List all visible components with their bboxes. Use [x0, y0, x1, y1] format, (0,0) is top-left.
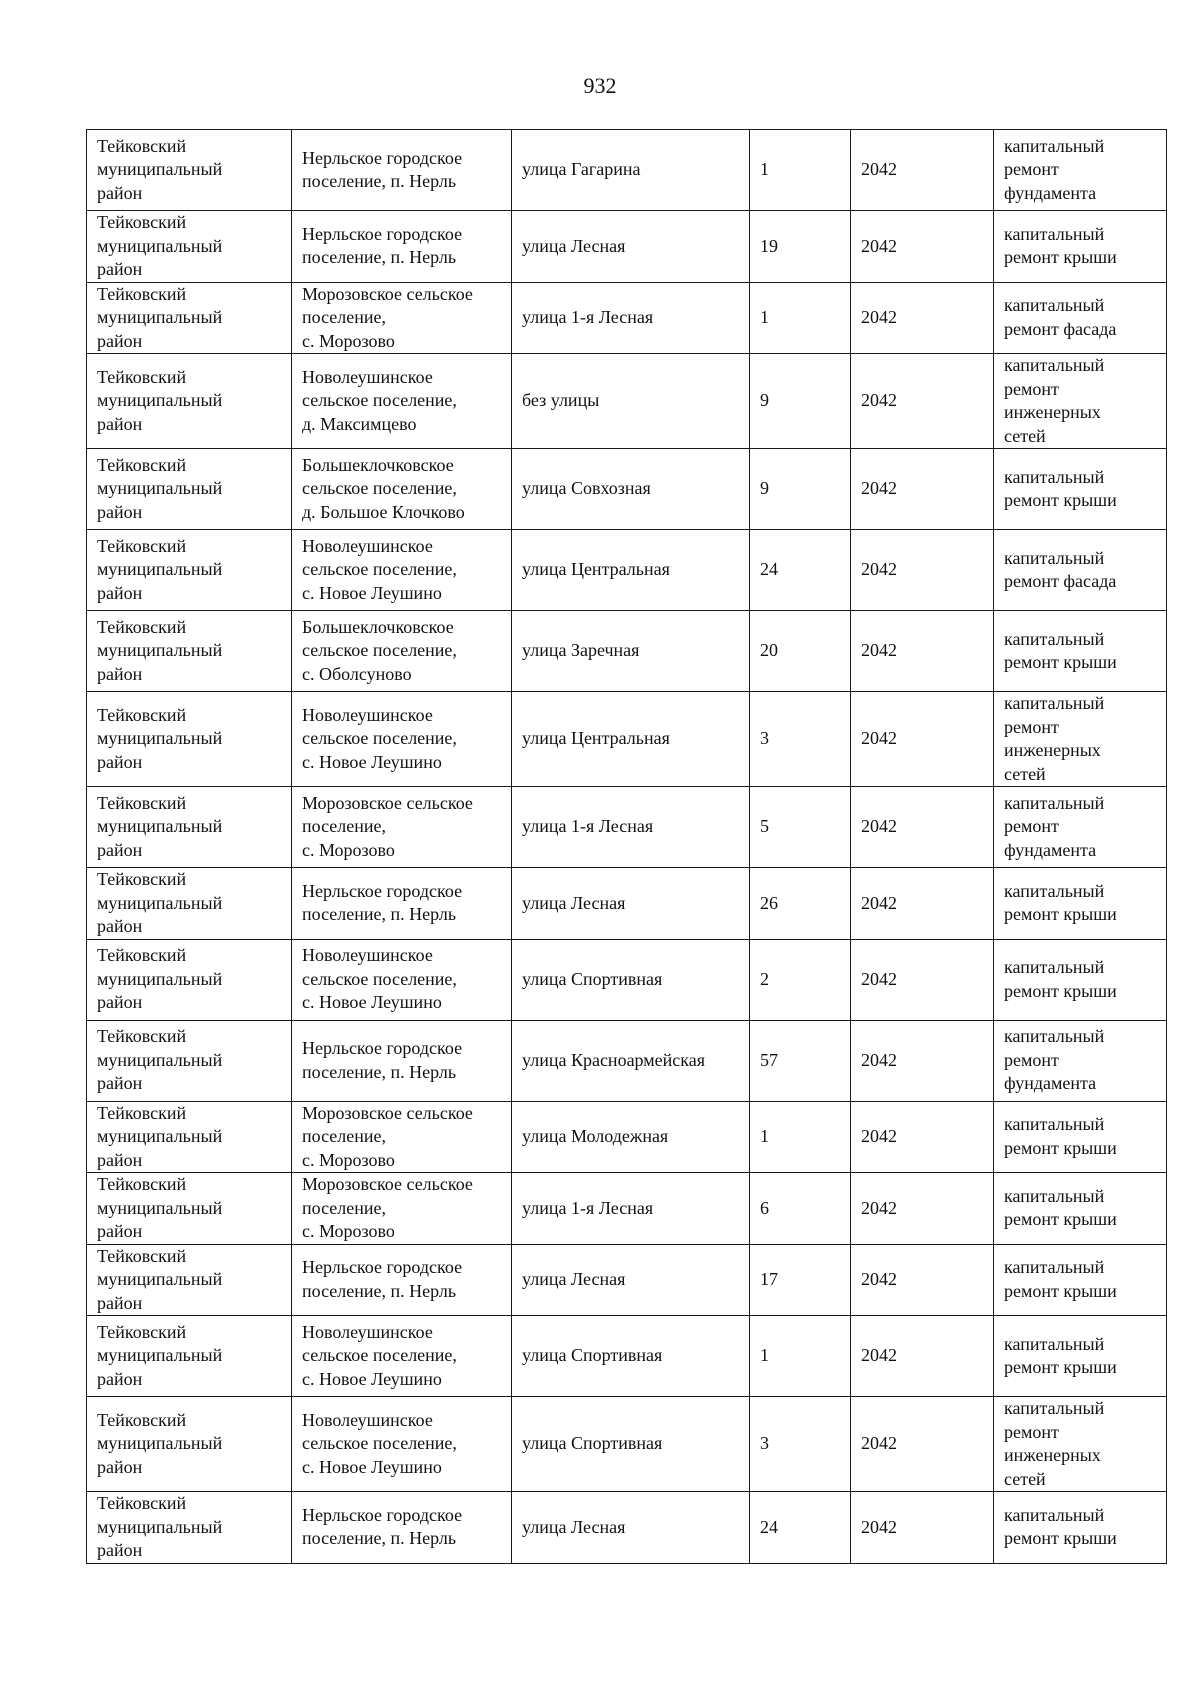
table-row [87, 1020, 1167, 1101]
district-cell: Тейковский муниципальный район [87, 611, 292, 692]
table-row [87, 692, 1167, 787]
year-cell: 2042 [851, 787, 994, 868]
work-type-cell: капитальный ремонт крыши [994, 1244, 1167, 1316]
district-cell: Тейковский муниципальный район [87, 1020, 292, 1101]
house-number-cell: 17 [750, 1244, 851, 1316]
table-row [87, 282, 1167, 354]
year-cell: 2042 [851, 1020, 994, 1101]
house-number-cell: 57 [750, 1020, 851, 1101]
street-cell: улица Лесная [512, 1492, 750, 1564]
house-number-cell: 5 [750, 787, 851, 868]
work-type-cell: капитальный ремонт фундамента [994, 787, 1167, 868]
table-row [87, 211, 1167, 283]
table-row [87, 1101, 1167, 1173]
house-number-cell: 2 [750, 939, 851, 1020]
house-number-cell: 26 [750, 868, 851, 940]
year-cell: 2042 [851, 692, 994, 787]
house-number-cell: 9 [750, 449, 851, 530]
street-cell: улица Молодежная [512, 1101, 750, 1173]
settlement-cell: Нерльское городское поселение, п. Нерль [292, 868, 512, 940]
district-cell: Тейковский муниципальный район [87, 1397, 292, 1492]
street-cell: улица Спортивная [512, 939, 750, 1020]
district-cell: Тейковский муниципальный район [87, 530, 292, 611]
work-type-cell: капитальный ремонт крыши [994, 939, 1167, 1020]
district-cell: Тейковский муниципальный район [87, 130, 292, 211]
year-cell: 2042 [851, 1244, 994, 1316]
house-number-cell: 1 [750, 1316, 851, 1397]
house-number-cell: 24 [750, 1492, 851, 1564]
settlement-cell: Нерльское городское поселение, п. Нерль [292, 1020, 512, 1101]
work-type-cell: капитальный ремонт крыши [994, 1316, 1167, 1397]
table-row [87, 1397, 1167, 1492]
district-cell: Тейковский муниципальный район [87, 1316, 292, 1397]
table-row [87, 868, 1167, 940]
settlement-cell: Новолеушинское сельское поселение, с. Новое Леушино [292, 1397, 512, 1492]
settlement-cell: Нерльское городское поселение, п. Нерль [292, 1244, 512, 1316]
settlement-cell: Нерльское городское поселение, п. Нерль [292, 130, 512, 211]
work-type-cell: капитальный ремонт крыши [994, 1101, 1167, 1173]
work-type-cell: капитальный ремонт инженерных сетей [994, 1397, 1167, 1492]
year-cell: 2042 [851, 1492, 994, 1564]
table-row [87, 1173, 1167, 1245]
settlement-cell: Большеклочковское сельское поселение, д. Большое Клочково [292, 449, 512, 530]
street-cell: улица 1-я Лесная [512, 787, 750, 868]
street-cell: улица Центральная [512, 530, 750, 611]
settlement-cell: Морозовское сельское поселение, с. Морозово [292, 282, 512, 354]
district-cell: Тейковский муниципальный район [87, 868, 292, 940]
year-cell: 2042 [851, 1101, 994, 1173]
table-row [87, 449, 1167, 530]
house-number-cell: 1 [750, 130, 851, 211]
settlement-cell: Новолеушинское сельское поселение, с. Новое Леушино [292, 1316, 512, 1397]
table-row [87, 530, 1167, 611]
settlement-cell: Морозовское сельское поселение, с. Морозово [292, 787, 512, 868]
year-cell: 2042 [851, 611, 994, 692]
house-number-cell: 1 [750, 1101, 851, 1173]
work-type-cell: капитальный ремонт крыши [994, 1173, 1167, 1245]
house-number-cell: 20 [750, 611, 851, 692]
house-number-cell: 3 [750, 692, 851, 787]
work-type-cell: капитальный ремонт фасада [994, 282, 1167, 354]
year-cell: 2042 [851, 282, 994, 354]
street-cell: улица Красноармейская [512, 1020, 750, 1101]
district-cell: Тейковский муниципальный район [87, 282, 292, 354]
street-cell: улица Лесная [512, 1244, 750, 1316]
year-cell: 2042 [851, 1316, 994, 1397]
settlement-cell: Новолеушинское сельское поселение, д. Максимцево [292, 354, 512, 449]
street-cell: улица Лесная [512, 868, 750, 940]
street-cell: улица 1-я Лесная [512, 1173, 750, 1245]
district-cell: Тейковский муниципальный район [87, 1244, 292, 1316]
settlement-cell: Морозовское сельское поселение, с. Морозово [292, 1101, 512, 1173]
work-type-cell: капитальный ремонт крыши [994, 211, 1167, 283]
table-row [87, 1492, 1167, 1564]
street-cell: улица Спортивная [512, 1316, 750, 1397]
settlement-cell: Новолеушинское сельское поселение, с. Новое Леушино [292, 939, 512, 1020]
year-cell: 2042 [851, 868, 994, 940]
work-type-cell: капитальный ремонт инженерных сетей [994, 692, 1167, 787]
settlement-cell: Нерльское городское поселение, п. Нерль [292, 1492, 512, 1564]
table-row [87, 130, 1167, 211]
year-cell: 2042 [851, 1397, 994, 1492]
street-cell: улица 1-я Лесная [512, 282, 750, 354]
house-number-cell: 6 [750, 1173, 851, 1245]
repair-schedule-table [86, 129, 1167, 1564]
year-cell: 2042 [851, 449, 994, 530]
street-cell: улица Гагарина [512, 130, 750, 211]
district-cell: Тейковский муниципальный район [87, 692, 292, 787]
street-cell: без улицы [512, 354, 750, 449]
year-cell: 2042 [851, 530, 994, 611]
settlement-cell: Морозовское сельское поселение, с. Морозово [292, 1173, 512, 1245]
table-row [87, 1316, 1167, 1397]
table-row [87, 939, 1167, 1020]
work-type-cell: капитальный ремонт крыши [994, 449, 1167, 530]
work-type-cell: капитальный ремонт фундамента [994, 130, 1167, 211]
street-cell: улица Совхозная [512, 449, 750, 530]
table-row [87, 611, 1167, 692]
district-cell: Тейковский муниципальный район [87, 354, 292, 449]
work-type-cell: капитальный ремонт крыши [994, 611, 1167, 692]
district-cell: Тейковский муниципальный район [87, 449, 292, 530]
table-row [87, 1244, 1167, 1316]
year-cell: 2042 [851, 211, 994, 283]
house-number-cell: 1 [750, 282, 851, 354]
street-cell: улица Центральная [512, 692, 750, 787]
house-number-cell: 9 [750, 354, 851, 449]
table-row [87, 354, 1167, 449]
settlement-cell: Большеклочковское сельское поселение, с. Оболсуново [292, 611, 512, 692]
table-row [87, 787, 1167, 868]
year-cell: 2042 [851, 939, 994, 1020]
year-cell: 2042 [851, 1173, 994, 1245]
house-number-cell: 3 [750, 1397, 851, 1492]
work-type-cell: капитальный ремонт фундамента [994, 1020, 1167, 1101]
house-number-cell: 19 [750, 211, 851, 283]
district-cell: Тейковский муниципальный район [87, 939, 292, 1020]
page-number: 932 [583, 73, 617, 98]
work-type-cell: капитальный ремонт фасада [994, 530, 1167, 611]
settlement-cell: Нерльское городское поселение, п. Нерль [292, 211, 512, 283]
settlement-cell: Новолеушинское сельское поселение, с. Новое Леушино [292, 530, 512, 611]
district-cell: Тейковский муниципальный район [87, 787, 292, 868]
work-type-cell: капитальный ремонт крыши [994, 1492, 1167, 1564]
district-cell: Тейковский муниципальный район [87, 1492, 292, 1564]
work-type-cell: капитальный ремонт инженерных сетей [994, 354, 1167, 449]
settlement-cell: Новолеушинское сельское поселение, с. Новое Леушино [292, 692, 512, 787]
house-number-cell: 24 [750, 530, 851, 611]
year-cell: 2042 [851, 130, 994, 211]
street-cell: улица Лесная [512, 211, 750, 283]
district-cell: Тейковский муниципальный район [87, 1173, 292, 1245]
street-cell: улица Заречная [512, 611, 750, 692]
street-cell: улица Спортивная [512, 1397, 750, 1492]
work-type-cell: капитальный ремонт крыши [994, 868, 1167, 940]
district-cell: Тейковский муниципальный район [87, 211, 292, 283]
district-cell: Тейковский муниципальный район [87, 1101, 292, 1173]
year-cell: 2042 [851, 354, 994, 449]
